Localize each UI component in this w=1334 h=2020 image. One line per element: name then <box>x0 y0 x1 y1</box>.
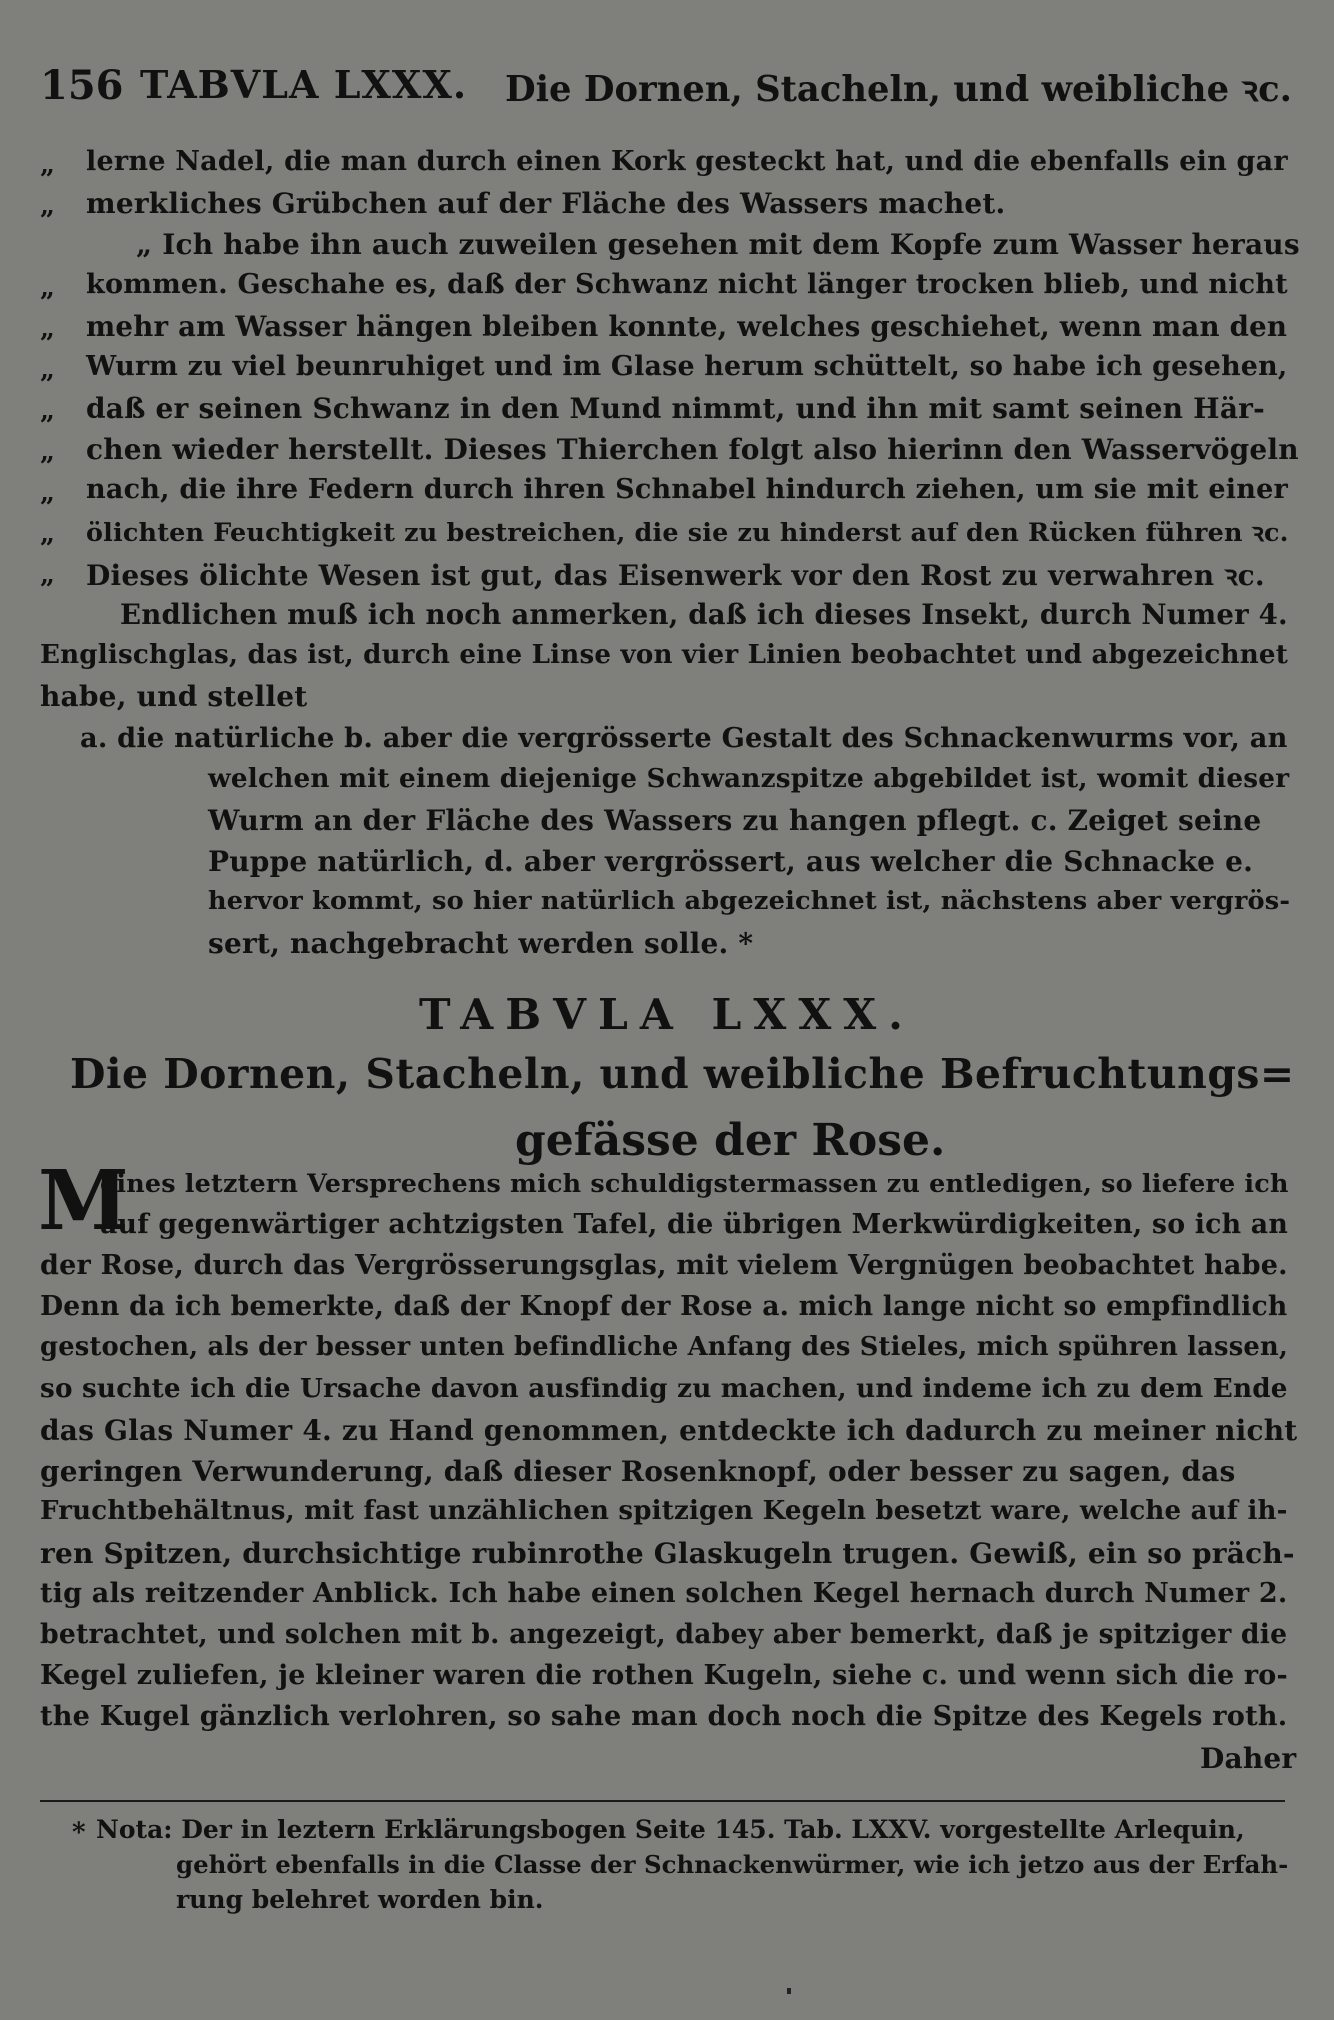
quote-line: Dieses ölichte Wesen ist gut, das Eisenwerk vor den Rost zu verwahren ꝛc. <box>86 559 1265 592</box>
quote-mark: „ <box>40 396 55 426</box>
paragraph-line: auf gegenwärtiger achtzigsten Tafel, die übrigen Merkwürdigkeiten, so ich an <box>100 1209 1289 1240</box>
quote-line: Wurm zu viel beunruhiget und im Glase herum schüttelt, so habe ich gesehen, <box>86 351 1288 382</box>
legend-line: sert, nachgebracht werden solle. * <box>208 927 754 960</box>
paragraph-line: gestochen, als der besser unten befindliche Anfang des Stieles, mich spühren lassen, <box>40 1332 1289 1362</box>
quote-mark: „ <box>40 560 55 590</box>
drop-cap: M <box>38 1153 129 1249</box>
page-number: 156 <box>40 62 124 109</box>
legend-line: hervor kommt, so hier natürlich abgezeichnet ist, nächstens aber vergrös- <box>208 886 1291 916</box>
paragraph-line: das Glas Numer 4. zu Hand genommen, entdeckte ich dadurch zu meiner nicht <box>40 1414 1298 1447</box>
header-tabula: TABVLA LXXX. <box>140 62 468 107</box>
quote-mark: „ <box>40 150 55 180</box>
quote-mark: „ <box>40 355 55 385</box>
paragraph-line: habe, und stellet <box>40 680 308 713</box>
paragraph-line: so suchte ich die Ursache davon ausfindig zu machen, und indeme ich zu dem Ende <box>40 1373 1288 1404</box>
quote-line: lerne Nadel, die man durch einen Kork gesteckt hat, und die ebenfalls ein gar <box>86 146 1288 177</box>
quote-mark: „ <box>40 314 55 344</box>
legend-line: Puppe natürlich, d. aber vergrössert, aus welcher die Schnacke e. <box>208 845 1254 878</box>
paragraph-line: the Kugel gänzlich verlohren, so sahe man doch noch die Spitze des Kegels roth. <box>40 1701 1288 1732</box>
legend-line: a. die natürliche b. aber die vergrösserte Gestalt des Schnackenwurms vor, an <box>80 722 1288 754</box>
footnote-marker: * <box>72 1818 86 1848</box>
section-title: Die Dornen, Stacheln, und weibliche Befruchtungs= <box>70 1050 1295 1098</box>
quote-mark: „ <box>40 437 55 467</box>
paragraph-line: Fruchtbehältnus, mit fast unzählichen spitzigen Kegeln besetzt ware, welche auf ih- <box>40 1496 1288 1526</box>
legend-line: welchen mit einem diejenige Schwanzspitze abgebildet ist, womit dieser <box>208 763 1290 794</box>
quote-line: mehr am Wasser hängen bleiben konnte, welches geschiehet, wenn man den <box>86 310 1288 343</box>
paragraph-line: Englischglas, das ist, durch eine Linse von vier Linien beobachtet und abgezeichnet <box>40 639 1288 670</box>
paragraph-line: tig als reitzender Anblick. Ich habe einen solchen Kegel hernach durch Numer 2. <box>40 1578 1288 1609</box>
paragraph-line: der Rose, durch das Vergrösserungsglas, mit vielem Vergnügen beobachtet habe. <box>40 1250 1288 1281</box>
paragraph-line: ren Spitzen, durchsichtige rubinrothe Glaskugeln trugen. Gewiß, ein so präch- <box>40 1537 1295 1570</box>
section-heading: TABVLA LXXX. <box>419 990 915 1040</box>
section-subtitle: gefässe der Rose. <box>515 1115 946 1166</box>
catchword: Daher <box>1200 1742 1297 1775</box>
paragraph-line: betrachtet, und solchen mit b. angezeigt, dabey aber bemerkt, daß je spitziger die <box>40 1619 1288 1650</box>
footnote-line: gehört ebenfalls in die Classe der Schnackenwürmer, wie ich jetzo aus der Erfah- <box>176 1850 1289 1879</box>
paragraph-line: geringen Verwunderung, daß dieser Rosenknopf, oder besser zu sagen, das <box>40 1455 1236 1488</box>
quote-mark: „ <box>40 273 55 303</box>
quote-line: nach, die ihre Federn durch ihren Schnabel hindurch ziehen, um sie mit einer <box>86 474 1288 505</box>
footnote-rule <box>40 1800 1285 1802</box>
footnote-line: Nota: Der in leztern Erklärungsbogen Seite 145. Tab. LXXV. vorgestellte Arlequin, <box>96 1815 1245 1844</box>
quote-mark: „ <box>40 191 55 221</box>
paragraph-line: Denn da ich bemerkte, daß der Knopf der Rose a. mich lange nicht so empfindlich <box>40 1291 1288 1322</box>
quote-line: „ Ich habe ihn auch zuweilen gesehen mit dem Kopfe zum Wasser heraus <box>136 228 1300 261</box>
footnote-line: rung belehret worden bin. <box>176 1885 544 1914</box>
print-speck <box>787 1988 791 1994</box>
legend-line: Wurm an der Fläche des Wassers zu hangen pflegt. c. Zeiget seine <box>208 804 1262 837</box>
quote-line: merkliches Grübchen auf der Fläche des Wassers machet. <box>86 187 1006 220</box>
paragraph-line: eines letztern Versprechens mich schuldigstermassen zu entledigen, so liefere ich <box>100 1168 1289 1198</box>
quote-mark: „ <box>40 478 55 508</box>
quote-line: ölichten Feuchtigkeit zu bestreichen, die sie zu hinderst auf den Rücken führen ꝛc. <box>86 517 1289 547</box>
quote-line: chen wieder herstellt. Dieses Thierchen folgt also hierinn den Wasservögeln <box>86 433 1299 466</box>
paragraph-line: Endlichen muß ich noch anmerken, daß ich dieses Insekt, durch Numer 4. <box>120 598 1288 631</box>
running-title: Die Dornen, Stacheln, und weibliche ꝛc. <box>505 69 1292 110</box>
quote-mark: „ <box>40 519 55 549</box>
quote-line: daß er seinen Schwanz in den Mund nimmt, und ihn mit samt seinen Här- <box>86 392 1265 425</box>
quote-line: kommen. Geschahe es, daß der Schwanz nicht länger trocken blieb, und nicht <box>86 269 1288 300</box>
paragraph-line: Kegel zuliefen, je kleiner waren die rothen Kugeln, siehe c. und wenn sich die ro- <box>40 1660 1288 1691</box>
